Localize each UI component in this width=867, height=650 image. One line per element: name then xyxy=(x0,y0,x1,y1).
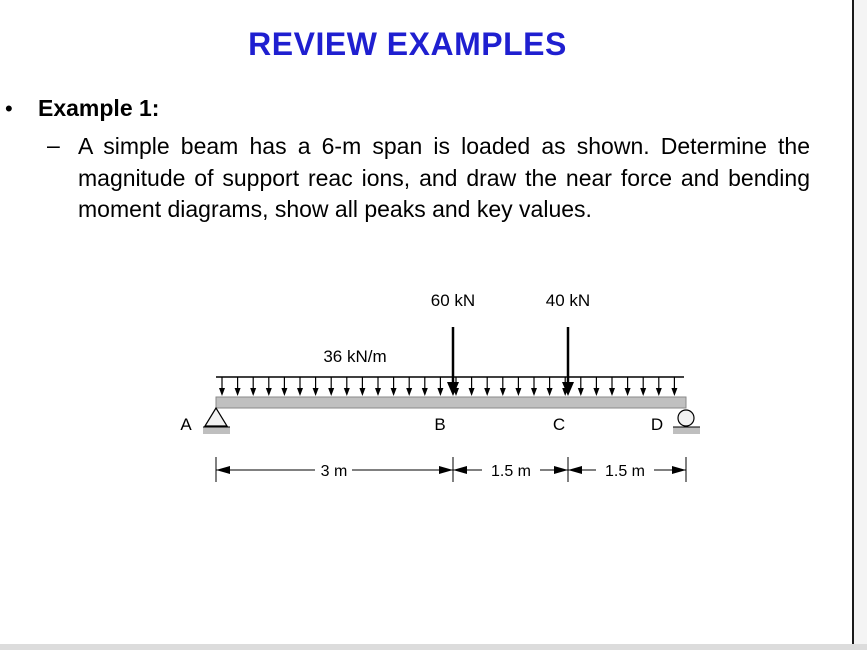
problem-statement: A simple beam has a 6-m span is loaded as shown. Determine the magnitude of support reac ions, and draw the near force and bending moment diagrams, show all peaks and key values. xyxy=(78,133,810,222)
distributed-load-arrow xyxy=(297,377,303,396)
distributed-load-arrows xyxy=(219,377,677,396)
point-label-b: B xyxy=(434,415,446,434)
distributed-load-arrow xyxy=(313,377,319,396)
distributed-load-arrow xyxy=(656,377,662,396)
distributed-load-arrow xyxy=(593,377,599,396)
distributed-load-arrow xyxy=(671,377,677,396)
distributed-load-arrow xyxy=(531,377,537,396)
distributed-load-arrow xyxy=(500,377,506,396)
distributed-load-arrow xyxy=(406,377,412,396)
distributed-load-arrow xyxy=(235,377,241,396)
distributed-load-arrow xyxy=(547,377,553,396)
sub-bullet-marker: – xyxy=(47,132,60,158)
point-label-d: D xyxy=(650,415,664,434)
slide-bottom-border xyxy=(0,644,867,650)
window-edge xyxy=(854,0,867,650)
point-label-c: C xyxy=(552,415,566,434)
distributed-load-arrow xyxy=(437,377,443,396)
distributed-load-arrow xyxy=(484,377,490,396)
distributed-load-arrow xyxy=(640,377,646,396)
distributed-load-arrow xyxy=(375,377,381,396)
point-load-c xyxy=(562,327,574,396)
slide-title: REVIEW EXAMPLES xyxy=(248,26,567,62)
roller-support-d xyxy=(673,410,700,434)
distributed-load-arrow xyxy=(344,377,350,396)
dimension-label-ab: 3 m xyxy=(320,463,348,480)
load-label-b: 60 kN xyxy=(430,291,476,310)
distributed-load-arrow xyxy=(515,377,521,396)
distributed-load-arrow xyxy=(609,377,615,396)
load-label-c: 40 kN xyxy=(545,291,591,310)
distributed-load-arrow xyxy=(250,377,256,396)
distributed-load-arrow xyxy=(469,377,475,396)
dimension-label-cd: 1.5 m xyxy=(604,463,646,480)
pin-support-a xyxy=(203,408,230,434)
bullet-marker: • xyxy=(5,96,13,121)
load-label-udl: 36 kN/m xyxy=(323,347,387,366)
distributed-load-arrow xyxy=(359,377,365,396)
point-load-b xyxy=(447,327,459,396)
distributed-load-arrow xyxy=(625,377,631,396)
dimension-label-bc: 1.5 m xyxy=(490,463,532,480)
example-heading: Example 1: xyxy=(38,95,160,121)
distributed-load-arrow xyxy=(281,377,287,396)
distributed-load-arrow xyxy=(391,377,397,396)
distributed-load-arrow xyxy=(219,377,225,396)
point-label-a: A xyxy=(180,415,192,434)
distributed-load-arrow xyxy=(266,377,272,396)
beam xyxy=(216,397,686,408)
distributed-load-arrow xyxy=(422,377,428,396)
distributed-load-arrow xyxy=(578,377,584,396)
distributed-load-arrow xyxy=(328,377,334,396)
